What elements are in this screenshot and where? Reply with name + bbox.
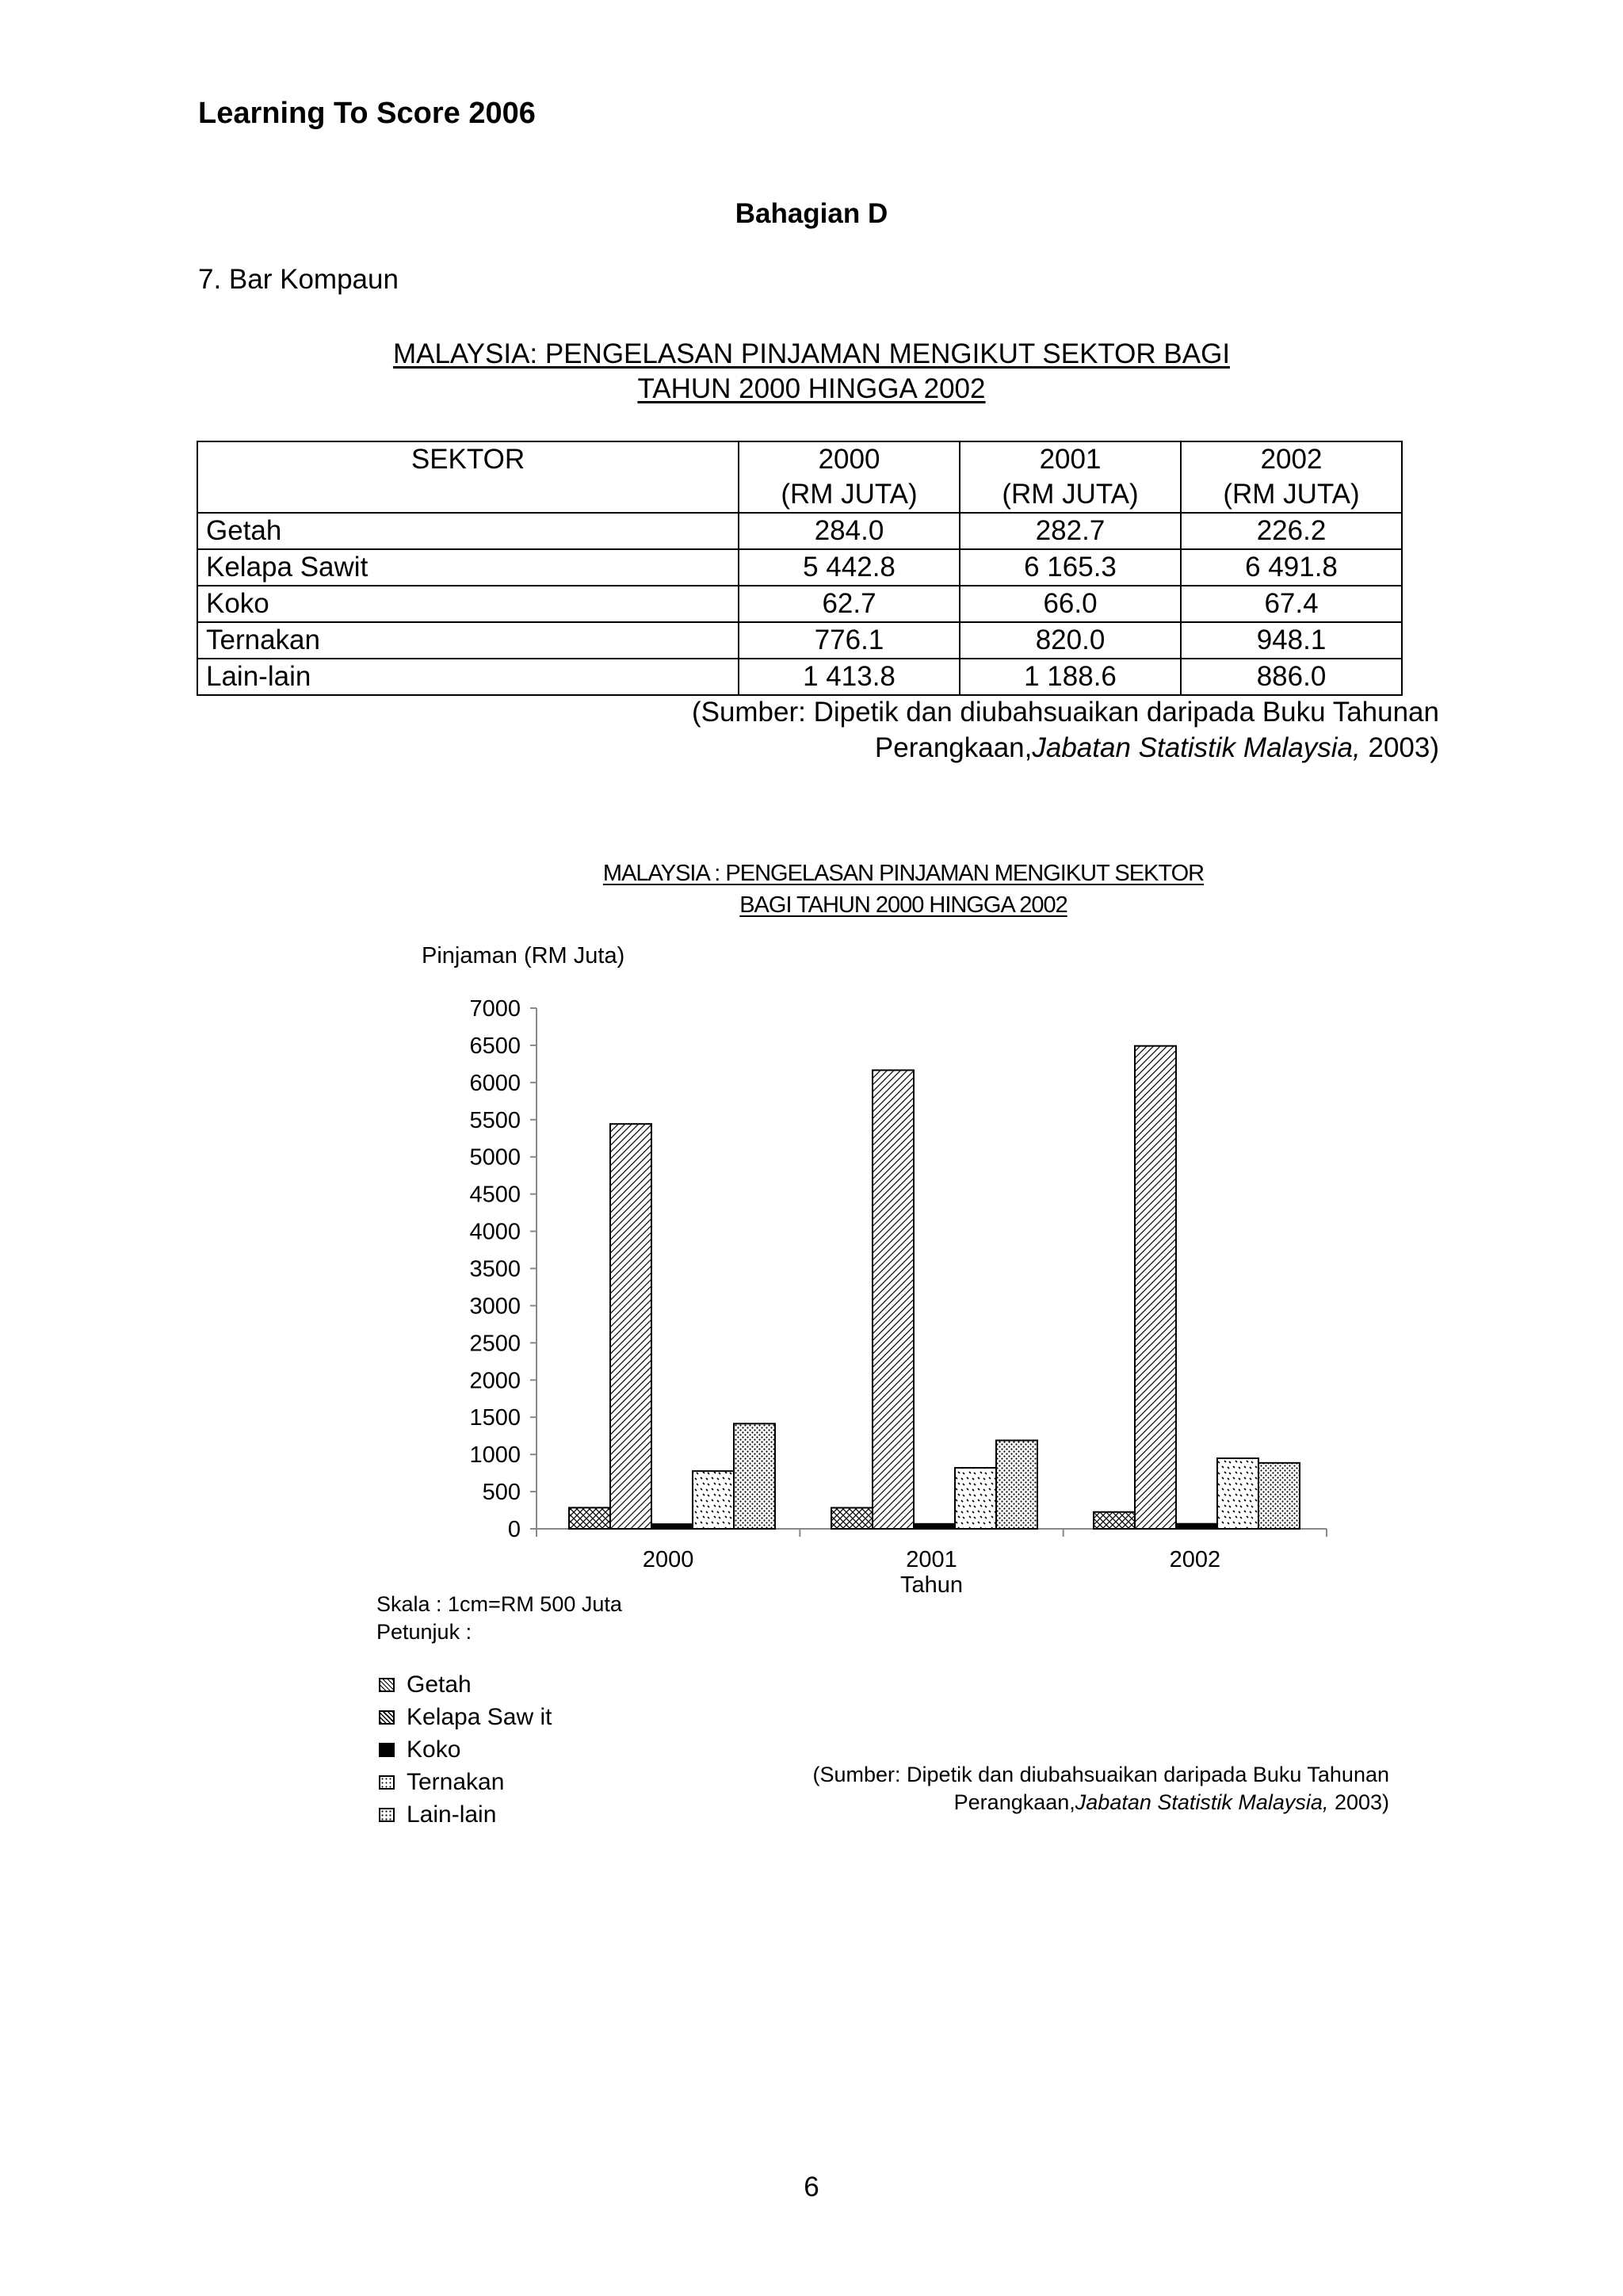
row-value: 948.1 (1181, 622, 1402, 659)
header-sector: SEKTOR (197, 441, 739, 513)
y-tick-label: 0 (507, 1517, 521, 1542)
bar-getah-2000 (569, 1507, 610, 1529)
bar-kelapa-saw-it-2000 (610, 1124, 651, 1529)
row-sector: Kelapa Sawit (197, 549, 739, 586)
x-tick-label: 2002 (1169, 1547, 1221, 1572)
table-title-line2: TAHUN 2000 HINGGA 2002 (637, 373, 986, 404)
bar-ternakan-2002 (1217, 1458, 1258, 1529)
row-value: 282.7 (960, 513, 1181, 549)
legend-label: Koko (407, 1736, 461, 1763)
row-value: 6 491.8 (1181, 549, 1402, 586)
legend-label: Getah (407, 1671, 472, 1698)
header-year-2001: 2001 (RM JUTA) (960, 441, 1181, 513)
header-year-2002: 2002 (RM JUTA) (1181, 441, 1402, 513)
row-value: 284.0 (739, 513, 960, 549)
y-tick-label: 500 (482, 1480, 521, 1506)
scale-note: Skala : 1cm=RM 500 Juta (376, 1592, 622, 1616)
y-tick-label: 4500 (469, 1182, 521, 1208)
legend-item (379, 1766, 552, 1798)
row-value: 776.1 (739, 622, 960, 659)
legend-swatch-dots (379, 1808, 395, 1822)
legend-title: Petunjuk : (376, 1620, 472, 1644)
header-title: Learning To Score 2006 (198, 97, 536, 130)
page-number: 6 (804, 2172, 819, 2202)
row-value: 1 188.6 (960, 659, 1181, 695)
x-axis-label: Tahun (899, 1572, 964, 1598)
bar-koko-2001 (914, 1524, 955, 1529)
bar-koko-2000 (651, 1524, 693, 1529)
table-source: (Sumber: Dipetik dan diubahsuaikan daripada Buku Tahunan Perangkaan,Jabatan Statistik Malaysia, 2003) (691, 697, 1439, 763)
y-tick-label: 2500 (469, 1331, 521, 1357)
legend-item (379, 1668, 552, 1701)
y-tick-label: 1000 (469, 1442, 521, 1469)
bar-kelapa-saw-it-2002 (1135, 1046, 1176, 1529)
row-sector: Koko (197, 586, 739, 622)
y-tick-label: 6000 (469, 1070, 521, 1096)
legend-swatch-cross (379, 1678, 395, 1692)
row-value: 67.4 (1181, 586, 1402, 622)
legend-item (379, 1701, 552, 1733)
y-tick-label: 5500 (469, 1107, 521, 1133)
legend-label: Lain-lain (407, 1801, 497, 1828)
chart-bars (569, 1046, 1300, 1529)
row-value: 820.0 (960, 622, 1181, 659)
bar-lain-lain-2001 (996, 1440, 1037, 1529)
row-value: 226.2 (1181, 513, 1402, 549)
legend-item (379, 1733, 552, 1766)
row-value: 5 442.8 (739, 549, 960, 586)
bar-getah-2002 (1094, 1512, 1135, 1529)
table-title-line1: MALAYSIA: PENGELASAN PINJAMAN MENGIKUT SEKTOR BAGI (392, 338, 1231, 369)
row-sector: Lain-lain (197, 659, 739, 695)
row-value: 66.0 (960, 586, 1181, 622)
chart-title-line2: BAGI TAHUN 2000 HINGGA 2002 (739, 892, 1067, 918)
y-axis-label: Pinjaman (RM Juta) (422, 943, 625, 968)
legend-label: Ternakan (407, 1768, 505, 1795)
row-value: 62.7 (739, 586, 960, 622)
row-value: 1 413.8 (739, 659, 960, 695)
legend-swatch-diagonal (379, 1710, 395, 1725)
bar-koko-2002 (1176, 1524, 1217, 1529)
legend-swatch-solid (379, 1743, 395, 1757)
row-sector: Getah (197, 513, 739, 549)
chart-legend (379, 1668, 552, 1831)
row-value: 6 165.3 (960, 549, 1181, 586)
bar-kelapa-saw-it-2001 (873, 1070, 914, 1529)
y-tick-label: 3000 (469, 1293, 521, 1320)
bar-ternakan-2001 (955, 1468, 996, 1529)
chart-title-line1: MALAYSIA : PENGELASAN PINJAMAN MENGIKUT SEKTOR (602, 861, 1205, 886)
header-year-2000: 2000 (RM JUTA) (739, 441, 960, 513)
y-tick-label: 2000 (469, 1368, 521, 1394)
bar-lain-lain-2002 (1258, 1463, 1300, 1529)
bar-ternakan-2000 (693, 1471, 734, 1529)
bar-getah-2001 (831, 1507, 873, 1529)
row-value: 886.0 (1181, 659, 1402, 695)
scale-legend (376, 1591, 622, 1646)
bar-lain-lain-2000 (734, 1423, 775, 1529)
x-tick-label: 2000 (642, 1547, 694, 1572)
legend-label: Kelapa Saw it (407, 1703, 552, 1730)
y-tick-label: 1500 (469, 1405, 521, 1431)
section-title: Bahagian D (735, 198, 888, 229)
chart-source: (Sumber: Dipetik dan diubahsuaikan daripada Buku Tahunan Perangkaan,Jabatan Statistik Malaysia, 2003) (812, 1763, 1389, 1814)
y-tick-label: 5000 (469, 1144, 521, 1171)
y-tick-label: 3500 (469, 1256, 521, 1282)
x-tick-label: 2001 (906, 1547, 957, 1572)
y-tick-label: 7000 (469, 996, 521, 1022)
y-tick-label: 6500 (469, 1033, 521, 1059)
question-label: 7. Bar Kompaun (198, 264, 399, 295)
legend-item (379, 1798, 552, 1831)
row-sector: Ternakan (197, 622, 739, 659)
legend-swatch-dash (379, 1775, 395, 1790)
y-tick-label: 4000 (469, 1219, 521, 1245)
